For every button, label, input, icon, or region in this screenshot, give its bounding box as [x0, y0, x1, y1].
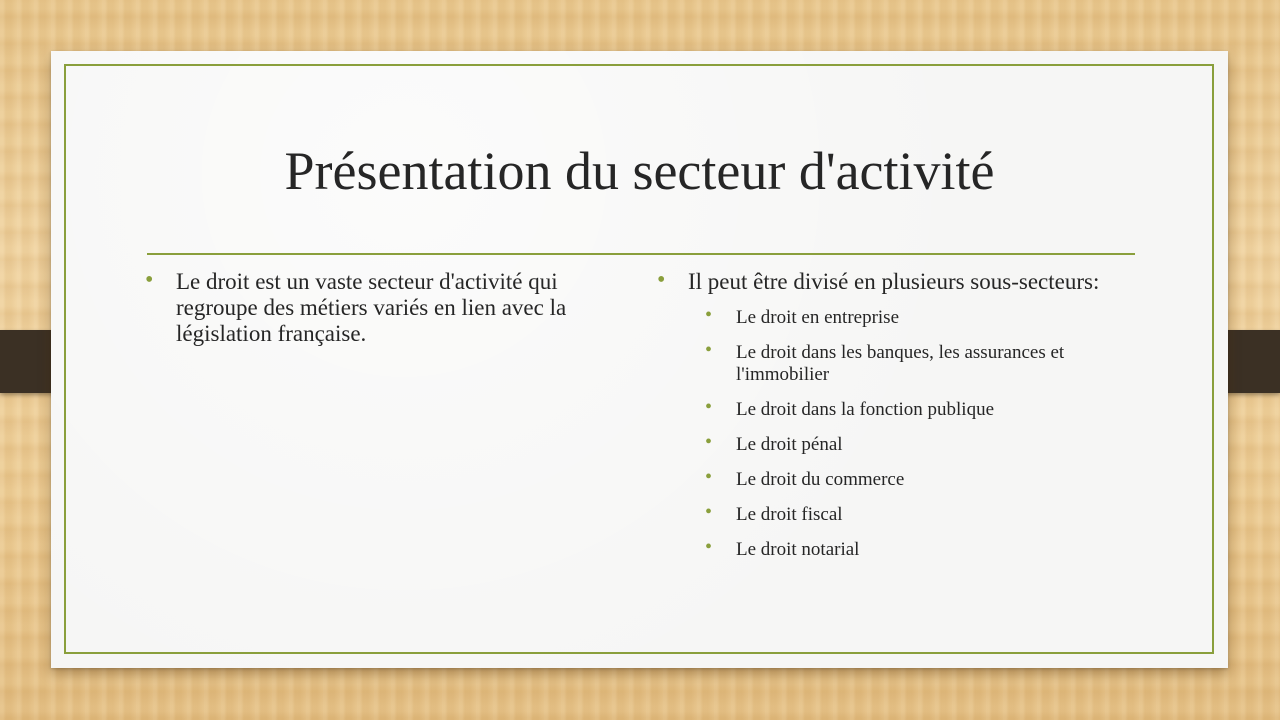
bullet-text: Le droit est un vaste secteur d'activité qui regroupe des métiers variés en lien avec la législation française.	[176, 269, 567, 346]
sub-bullet-text: Le droit du commerce	[736, 469, 905, 490]
sub-bullet-text: Le droit fiscal	[736, 504, 843, 525]
sub-bullet-icon: •	[705, 431, 713, 453]
list-item	[145, 269, 625, 347]
sub-bullet-icon: •	[705, 339, 713, 361]
sub-bullet-list	[657, 304, 1127, 561]
left-content-column	[145, 269, 625, 347]
title-divider	[147, 253, 1135, 255]
sub-bullet-icon: •	[705, 304, 713, 326]
sub-list-item	[705, 501, 1127, 526]
slide-paper	[51, 51, 1228, 668]
sub-bullet-text: Le droit en entreprise	[736, 307, 900, 328]
sub-list-item	[705, 339, 1127, 386]
sub-list-item	[705, 466, 1127, 491]
sub-list-item	[705, 536, 1127, 561]
sub-bullet-text: Le droit pénal	[736, 434, 843, 455]
sub-list-item	[705, 304, 1127, 329]
sub-bullet-icon: •	[705, 396, 713, 418]
sub-bullet-icon: •	[705, 536, 713, 558]
bullet-icon: •	[145, 267, 154, 293]
bullet-icon: •	[657, 267, 666, 293]
sub-list-item	[705, 396, 1127, 421]
bullet-text: Il peut être divisé en plusieurs sous-secteurs:	[688, 269, 1100, 294]
sub-bullet-text: Le droit dans la fonction publique	[736, 399, 995, 420]
right-content-column	[657, 269, 1127, 574]
sub-bullet-text: Le droit dans les banques, les assurances et l'immobilier	[736, 342, 1065, 385]
sub-bullet-icon: •	[705, 466, 713, 488]
sub-bullet-icon: •	[705, 501, 713, 523]
slide-title: Présentation du secteur d'activité	[284, 141, 995, 201]
sub-list-item	[705, 431, 1127, 456]
list-item	[657, 269, 1127, 295]
sub-bullet-text: Le droit notarial	[736, 539, 860, 560]
